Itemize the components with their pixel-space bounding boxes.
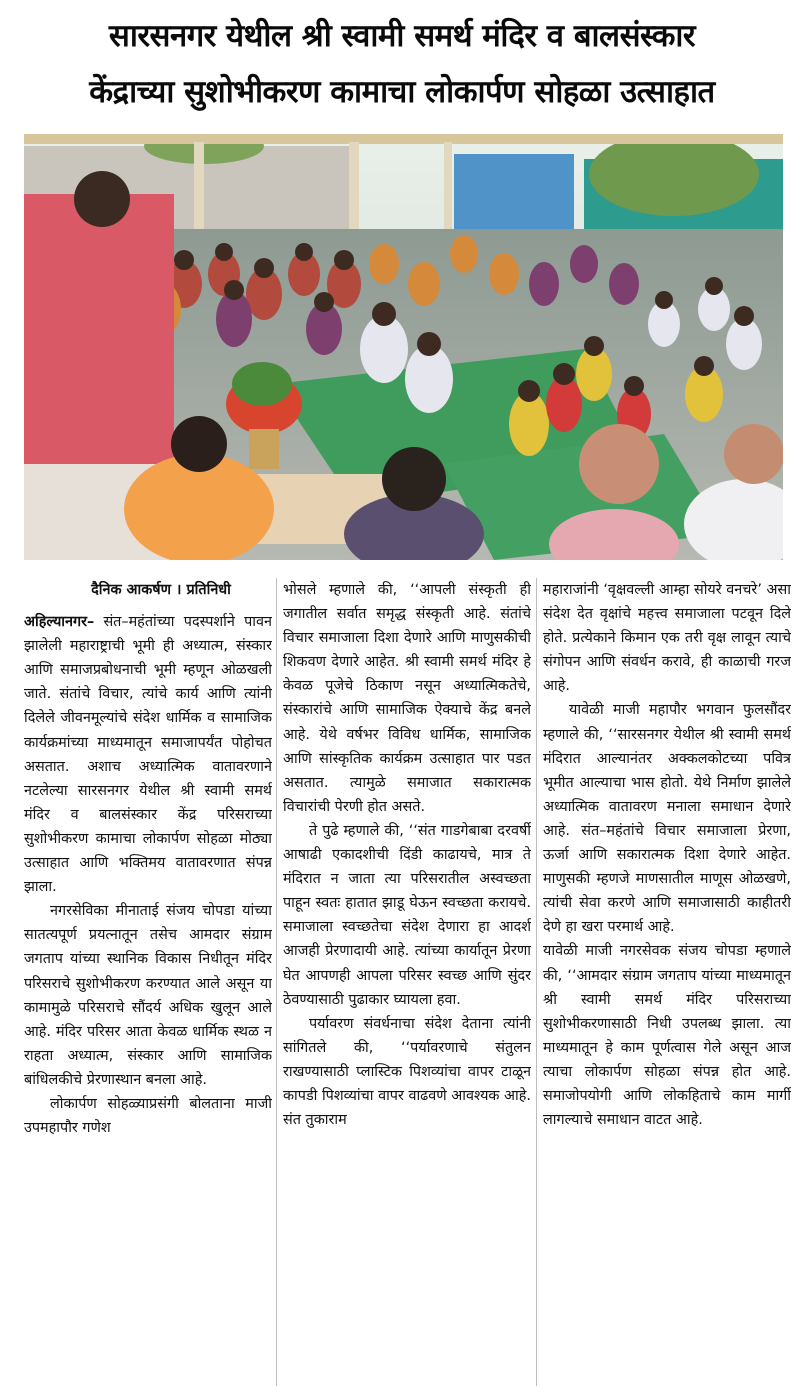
headline	[10, 8, 794, 120]
article-paragraph: ते पुढे म्हणाले की, ‘‘संत गाडगेबाबा दरवर्षी आषाढी एकादशीची दिंडी काढायचे, मात्र ते मंदिरात न जाता त्या परिसरातील अस्वच्छता पाहून स्वतः हातात झाडू घेऊन स्वच्छता करायचे. समाजाला स्वच्छतेचा संदेश देणारा हा आदर्श आजही प्रेरणादायी आहे. त्यांच्या कार्यातून प्रेरणा घेत आपणही आपला परिसर स्वच्छ आणि सुंदर ठेवण्यासाठी पुढाकार घ्यायला हवा.	[283, 822, 531, 1008]
byline: दैनिक आकर्षण । प्रतिनिधी	[91, 582, 231, 598]
article-paragraph: लोकार्पण सोहळ्याप्रसंगी बोलताना माजी उपमहापौर गणेश	[24, 1095, 272, 1137]
article-column-3	[543, 578, 791, 1388]
article-paragraph: भोसले म्हणाले की, ‘‘आपली संस्कृती ही जगातील सर्वात समृद्ध संस्कृती आहे. संतांचे विचार समाजाला दिशा देणारे आणि माणुसकीची शिकवण देणारे आहेत. श्री स्वामी समर्थ मंदिर हे केवळ पूजेचे ठिकाण नसून अध्यात्मिकतेचे, संस्कारांचे आणि सामाजिक ऐक्याचे केंद्र बनले आहे. येथे वर्षभर विविध धार्मिक, सामाजिक आणि सांस्कृतिक कार्यक्रम उत्साहात पार पडत असतात. त्यामुळे समाजात सकारात्मक विचारांची पेरणी होत असते.	[283, 582, 531, 815]
article-paragraph	[24, 610, 272, 899]
dateline-place: अहिल्यानगर–	[24, 614, 95, 631]
article-paragraph: पर्यावरण संवर्धनाचा संदेश देताना त्यांनी सांगितले की, ‘‘पर्यावरणाचे संतुलन राखण्यासाठी प्लास्टिक पिशव्यांचा वापर टाळून कापडी पिशव्यांचा वापर वाढवणे आवश्यक आहे. संत तुकाराम	[283, 1015, 531, 1129]
column-divider	[536, 578, 537, 1386]
article-column-2	[283, 578, 531, 1388]
article-paragraph: यावेळी माजी महापौर भगवान फुलसौंदर म्हणाले की, ‘‘सारसनगर येथील श्री स्वामी समर्थ मंदिरात आल्यानंतर अक्कलकोटच्या पवित्र भूमीत आल्याचा भास होतो. येथे निर्माण झालेले अध्यात्मिक वातावरण मनाला समाधान देणारे आहे. संत–महंतांचे विचार समाजाला प्रेरणा, ऊर्जा आणि सकारात्मक दिशा देणारे आहेत. माणुसकी म्हणजे माणसातील माणूस ओळखणे, त्यांची सेवा करणे आणि समाजासाठी काहीतरी देणे हा खरा परमार्थ आहे.	[543, 702, 791, 936]
article-column-1	[24, 578, 272, 1388]
event-photo	[24, 134, 783, 560]
article-paragraph: महाराजांनी ‘वृक्षवल्ली आम्हा सोयरे वनचरे’ असा संदेश देत वृक्षांचे महत्त्व समाजाला पटवून दिले होते. प्रत्येकाने किमान एक तरी वृक्ष लावून त्याचे संगोपन आणि संवर्धन करावे, ही काळाची गरज आहे.	[543, 582, 791, 695]
headline-line-2: केंद्राच्या सुशोभीकरण कामाचा लोकार्पण सोहळा उत्साहात	[89, 74, 715, 110]
column-divider	[276, 578, 277, 1386]
headline-line-1: सारसनगर येथील श्री स्वामी समर्थ मंदिर व बालसंस्कार	[108, 18, 696, 54]
article-text: संत–महंतांच्या पदस्पर्शाने पावन झालेली महाराष्ट्राची भूमी ही अध्यात्म, संस्कार आणि समाजप्रबोधनाची भूमी म्हणून ओळखली जाते. संतांचे विचार, त्यांचे कार्य आणि त्यांनी दिलेले जीवनमूल्यांचे संदेश धार्मिक व सामाजिक कार्यक्रमांच्या माध्यमातून समाजापर्यंत पोहोचत असतात. अशाच अध्यात्मिक वातावरणाने नटलेल्या सारसनगर येथील श्री स्वामी समर्थ मंदिर व बालसंस्कार केंद्र परिसराच्या सुशोभीकरण कामाचा लोकार्पण सोहळा मोठ्या उत्साहात आणि भक्तिमय वातावरणात संपन्न झाला.	[24, 614, 272, 896]
article-paragraph: यावेळी माजी नगरसेवक संजय चोपडा म्हणाले की, ‘‘आमदार संग्राम जगताप यांच्या माध्यमातून श्री स्वामी समर्थ मंदिर परिसराच्या सुशोभीकरणासाठी निधी उपलब्ध झाला. त्या माध्यमातून हे काम पूर्णत्वास गेले असून आज त्याचा लोकार्पण सोहळा संपन्न होत आहे. समाजोपयोगी आणि लोकहिताचे काम मार्गी लागल्याचे समाधान वाटत आहे.	[543, 943, 791, 1129]
event-photo-illustration	[24, 134, 783, 560]
article-paragraph: नगरसेविका मीनाताई संजय चोपडा यांच्या सातत्यपूर्ण प्रयत्नातून तसेच आमदार संग्राम जगताप यांच्या स्थानिक विकास निधीतून मंदिर परिसराचे सुशोभीकरण करण्यात आले असून या कामामुळे परिसराचे सौंदर्य अधिक खुलून आले आहे. मंदिर परिसर आता केवळ धार्मिक स्थळ न राहता अध्यात्म, संस्कार आणि सामाजिक बांधिलकीचे प्रेरणास्थान बनला आहे.	[24, 903, 272, 1088]
